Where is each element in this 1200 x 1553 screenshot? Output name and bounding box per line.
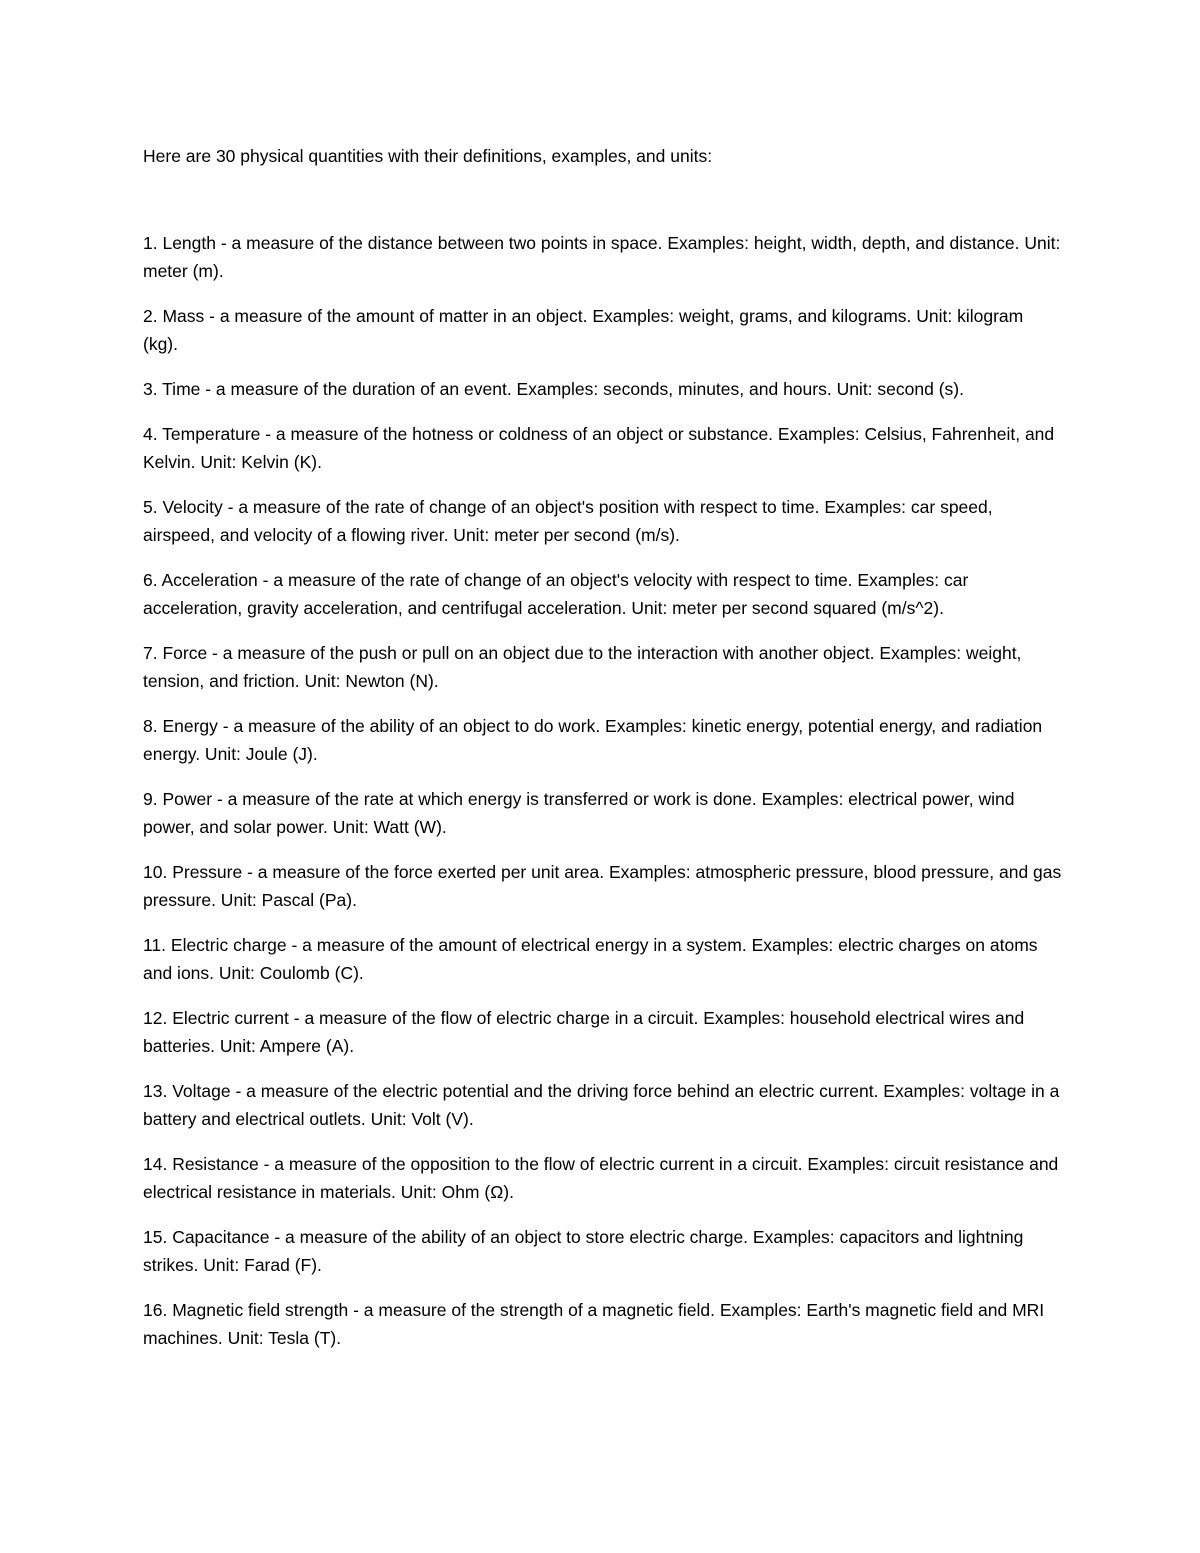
list-item: 4. Temperature - a measure of the hotness or coldness of an object or substance. Examples: Celsius, Fahrenheit, and Kelvin. Unit: Kelvin (K). — [143, 424, 1055, 472]
list-item: 7. Force - a measure of the push or pull on an object due to the interaction with another object. Examples: weight, tension, and friction. Unit: Newton (N). — [143, 643, 1022, 691]
intro-paragraph: Here are 30 physical quantities with their definitions, examples, and units: — [143, 146, 713, 166]
list-item: 13. Voltage - a measure of the electric potential and the driving force behind an electric current. Examples: voltage in a battery and electrical outlets. Unit: Volt (V). — [143, 1081, 1060, 1129]
list-item: 3. Time - a measure of the duration of an event. Examples: seconds, minutes, and hours. Unit: second (s). — [143, 379, 964, 399]
list-item: 6. Acceleration - a measure of the rate of change of an object's velocity with respect to time. Examples: car acceleration, gravity acceleration, and centrifugal acceleration. Unit: meter per second squared (m/s^2). — [143, 570, 969, 618]
list-item: 11. Electric charge - a measure of the amount of electrical energy in a system. Examples: electric charges on atoms and ions. Unit: Coulomb (C). — [143, 935, 1038, 983]
list-item: 2. Mass - a measure of the amount of matter in an object. Examples: weight, grams, and kilograms. Unit: kilogram (kg). — [143, 306, 1024, 354]
list-item: 10. Pressure - a measure of the force exerted per unit area. Examples: atmospheric pressure, blood pressure, and gas pressure. Unit: Pascal (Pa). — [143, 862, 1062, 910]
document-body — [143, 142, 1063, 1369]
list-item: 5. Velocity - a measure of the rate of change of an object's position with respect to time. Examples: car speed, airspeed, and velocity of a flowing river. Unit: meter per second (m/s). — [143, 497, 993, 545]
list-item: 15. Capacitance - a measure of the ability of an object to store electric charge. Examples: capacitors and lightning strikes. Unit: Farad (F). — [143, 1227, 1024, 1275]
list-item: 9. Power - a measure of the rate at which energy is transferred or work is done. Examples: electrical power, wind power, and solar power. Unit: Watt (W). — [143, 789, 1015, 837]
list-item: 8. Energy - a measure of the ability of an object to do work. Examples: kinetic energy, potential energy, and radiation energy. Unit: Joule (J). — [143, 716, 1043, 764]
list-item: 1. Length - a measure of the distance between two points in space. Examples: height, width, depth, and distance. Unit: meter (m). — [143, 233, 1061, 281]
list-item: 12. Electric current - a measure of the flow of electric charge in a circuit. Examples: household electrical wires and batteries. Unit: Ampere (A). — [143, 1008, 1025, 1056]
list-item: 14. Resistance - a measure of the opposition to the flow of electric current in a circuit. Examples: circuit resistance and electrical resistance in materials. Unit: Ohm (Ω). — [143, 1154, 1059, 1202]
list-item: 16. Magnetic field strength - a measure of the strength of a magnetic field. Examples: Earth's magnetic field and MRI machines. Unit: Tesla (T). — [143, 1300, 1045, 1348]
